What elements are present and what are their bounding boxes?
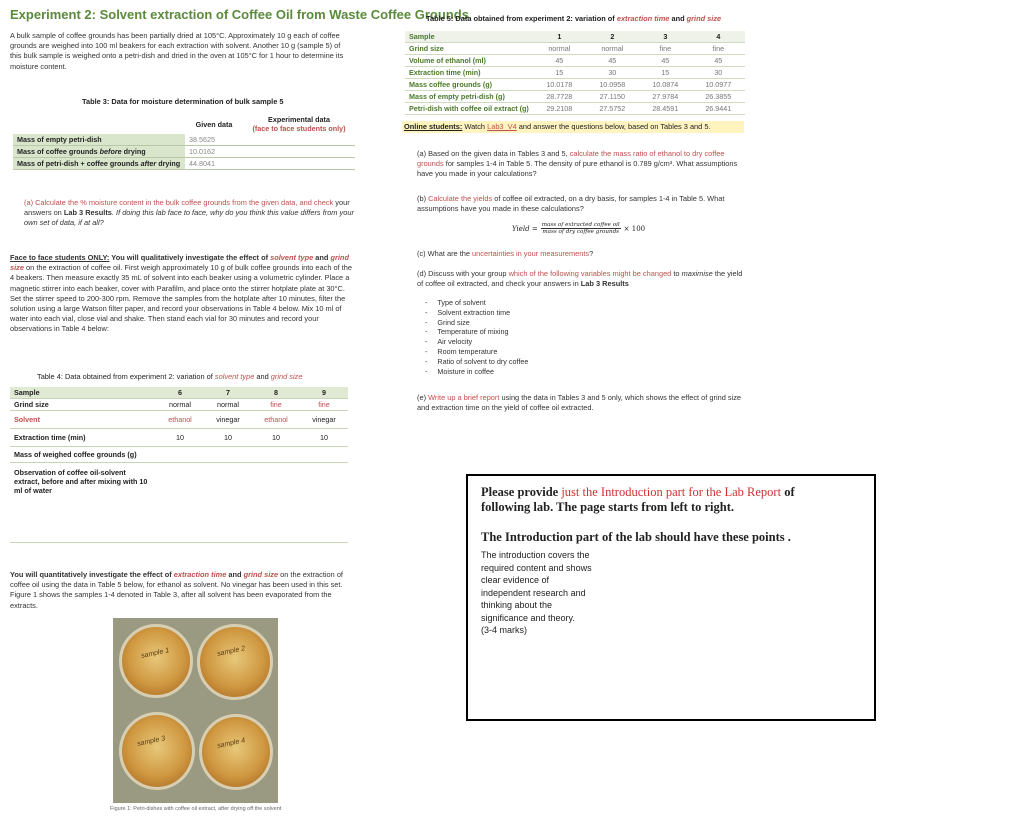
table-row <box>10 411 348 429</box>
caption-text: and <box>254 372 271 381</box>
cell-text: Mass of coffee grounds <box>17 147 100 156</box>
table4 <box>10 387 348 543</box>
table3 <box>13 114 355 170</box>
question-text: . If doing this lab face to face, why do you think this value differs <box>111 208 321 218</box>
table3-header-given: Given data <box>195 119 233 129</box>
table-row <box>405 67 745 79</box>
petri-dish-photo <box>113 618 278 803</box>
intro-paragraph: A bulk sample of coffee grounds has been partially dried at 105°C. Approximately 10 g each of coffee grounds are weighed into 100 ml beakers for each extraction with solvent. Another 10 g (sample 5) of this bulk sample is weighed onto a petri-dish and dried in the oven at 105°C for 1 hour to determine its moisture content. <box>10 31 344 71</box>
criteria-line: (3-4 marks) <box>481 625 528 635</box>
criteria-line: significance and theory. <box>481 612 575 623</box>
caption-text: solvent type <box>214 372 255 381</box>
table-cell: vinegar <box>204 411 252 429</box>
question-text: (a) Calculate the % moisture content in the bulk coffee grounds from the given data, and check <box>24 198 334 207</box>
yield-formula <box>512 222 645 235</box>
table-cell: fine <box>252 399 300 411</box>
section-text: quantitatively <box>39 570 88 579</box>
assignment-prompt-box <box>466 474 876 721</box>
table-cell: Grind size <box>10 399 156 411</box>
table-cell: 15 <box>639 67 692 79</box>
table-cell: 4 <box>692 31 745 43</box>
table-cell: 15 <box>533 67 586 79</box>
table-cell: 38.5625 <box>185 134 243 146</box>
question-text: of coffee oil extracted, on a dry basis, for samples 1-4 in Table 5. What <box>492 194 725 203</box>
table-cell <box>13 146 185 158</box>
variables-list <box>425 298 528 376</box>
sample-label: sample 3 <box>136 735 166 748</box>
question-text: maximise <box>681 269 713 278</box>
question-text: Calculate the yields <box>428 194 493 203</box>
section-text: grind size <box>243 570 279 579</box>
table-cell: Sample <box>10 387 156 399</box>
table-cell: 27.1150 <box>586 91 639 103</box>
question-text: Lab 3 Results <box>580 279 629 288</box>
table3-header-experimental: Experimental data <box>268 115 330 124</box>
table-cell: Observation of coffee oil-solvent extract, before and after mixing with 10 ml of water <box>10 463 156 543</box>
formula-multiplier: × 100 <box>623 224 646 233</box>
question-text: (c) What are the <box>417 249 473 258</box>
question-text: using the data in Tables 3 and 5 only, which shows the effect of grind <box>499 393 726 402</box>
question-text: to <box>671 269 682 278</box>
list-item: - Grind size <box>425 318 528 328</box>
table4-caption <box>37 372 302 381</box>
list-item: - Ratio of solvent to dry coffee <box>425 357 528 367</box>
table-cell <box>252 463 300 543</box>
table-cell: 1 <box>533 31 586 43</box>
table-cell <box>300 447 348 463</box>
table-cell: Extraction time (min) <box>10 429 156 447</box>
formula-numerator: mass of extracted coffee oil <box>541 222 620 228</box>
prompt-text: Please provide <box>481 485 562 499</box>
table-cell <box>243 146 355 158</box>
table-cell: 2 <box>586 31 639 43</box>
list-item: - Temperature of mixing <box>425 327 528 337</box>
table-cell: 10.0162 <box>185 146 243 158</box>
question-text: uncertainties in your measurements <box>472 249 590 258</box>
caption-text: Table 4: Data obtained from experiment 2: variation of <box>37 372 215 381</box>
question-text: size and extraction time on the yield of coffee oil extracted. <box>417 393 742 412</box>
list-item: - Type of solvent <box>425 298 528 308</box>
criteria-line: clear evidence of <box>481 575 550 585</box>
list-item: - Air velocity <box>425 337 528 347</box>
petri-dish <box>119 712 195 790</box>
table-cell: fine <box>639 43 692 55</box>
table-cell: 10.0958 <box>586 79 639 91</box>
question-text: your answers on <box>24 198 350 218</box>
sample-label: sample 2 <box>216 645 246 658</box>
question-text: grounds <box>417 159 444 168</box>
table-cell <box>204 447 252 463</box>
table-row <box>10 387 348 399</box>
caption-text: extraction time <box>616 14 670 23</box>
table-cell: 27.9784 <box>639 91 692 103</box>
section-text: on the extraction of coffee oil using the data in Table 5 below, for ethanol as solvent. No vinegar has been used in this set. Figure 1 shows the samples 1-4 denoted in Table 3, after all solvent has been evaporated from the extracts. <box>10 570 343 610</box>
question-text: (b) <box>417 194 429 203</box>
caption-text: grind size <box>270 372 303 381</box>
table-row <box>13 134 355 146</box>
table-cell: vinegar <box>300 411 348 429</box>
table-row <box>405 79 745 91</box>
criteria-line: The introduction covers the <box>481 550 590 560</box>
sample-label: sample 1 <box>140 647 170 660</box>
question-text: assumptions have you made in your calculations? <box>417 159 738 178</box>
table5-caption <box>426 14 721 23</box>
table-cell <box>204 463 252 543</box>
question-text: ? <box>589 249 594 258</box>
section-text: and <box>313 253 331 262</box>
petri-dish <box>119 624 193 698</box>
section-text: on the extraction of coffee oil. First weigh approximately 10 g of bulk coffee grounds into each of the 4 beakers. Then measure exactly 35 mL of solvent into each beaker using a volumetric cylinder. Place a magnetic stirrer into each beaker, cover with Parafilm, and place onto the stirrer hotplate plate at 30°C. Set the stirrer speed to 200-300 rpm. Remove the samples from the hotplate after 10 minutes, filter the solution using a large Watson filter paper, and record your observations in Table 4 below. Mix 10 ml of water into each vial, close vial and shake. Then stand each vial for 30 minutes and record your observations in Table 4 below: <box>10 263 352 334</box>
prompt-text: of <box>784 485 795 499</box>
section-text: extraction time <box>173 570 227 579</box>
table-cell: fine <box>692 43 745 55</box>
table-row <box>405 91 745 103</box>
table-cell: 45 <box>533 55 586 67</box>
criteria-line: required content and shows <box>481 562 592 573</box>
table-cell <box>243 158 355 170</box>
question-e <box>417 393 745 413</box>
table-cell: 6 <box>156 387 204 399</box>
table-cell: fine <box>300 399 348 411</box>
question-text: for samples 1-4 in Table 5. The density of pure ethanol is 0.789 g/cm³. What <box>443 159 694 168</box>
petri-dish <box>199 714 273 790</box>
table-cell: 26.9441 <box>692 103 745 115</box>
table-cell: 45 <box>639 55 692 67</box>
formula-lhs: Yield = <box>512 224 538 233</box>
section-text: investigate the effect of <box>87 570 174 579</box>
table-cell: normal <box>533 43 586 55</box>
table-cell: 10.0977 <box>692 79 745 91</box>
list-item: - Solvent extraction time <box>425 308 528 318</box>
table-row <box>405 31 745 43</box>
page-title: Experiment 2: Solvent extraction of Coffee Oil from Waste Coffee Grounds <box>10 7 469 22</box>
table-cell: 10 <box>252 429 300 447</box>
table-cell <box>13 158 185 170</box>
list-item: - Moisture in coffee <box>425 367 528 377</box>
formula-denominator: mass of dry coffee grounds <box>542 229 620 235</box>
question-text: which of the following variables might be changed <box>508 269 672 278</box>
section-text: You will qualitatively investigate the effect of <box>109 253 271 262</box>
table-cell: Mass of weighed coffee grounds (g) <box>10 447 156 463</box>
table-cell <box>243 134 355 146</box>
video-link[interactable]: Lab3_V4 <box>487 122 517 131</box>
table-cell: Grind size <box>405 43 533 55</box>
table-cell: Solvent <box>10 411 156 429</box>
table-cell: 45 <box>586 55 639 67</box>
table-cell <box>300 463 348 543</box>
question-b <box>417 194 743 214</box>
table-cell: 10.0874 <box>639 79 692 91</box>
question-text: (e) <box>417 393 429 402</box>
cell-text: after <box>140 159 157 168</box>
table-cell: 30 <box>586 67 639 79</box>
table-cell: 10 <box>204 429 252 447</box>
formula-fraction <box>541 222 621 235</box>
table-cell: Petri-dish with coffee oil extract (g) <box>405 103 533 115</box>
caption-text: and <box>669 14 687 23</box>
table-cell: 29.2108 <box>533 103 586 115</box>
section-text: and <box>226 570 244 579</box>
cell-text: Mass of petri-dish + coffee grounds <box>17 159 141 168</box>
table-cell: 44.8041 <box>185 158 243 170</box>
cell-text: drying <box>121 147 146 156</box>
table-cell: normal <box>204 399 252 411</box>
table-cell: 3 <box>639 31 692 43</box>
table-row <box>405 103 745 115</box>
table-cell: 45 <box>692 55 745 67</box>
table-row <box>10 447 348 463</box>
table-cell: 8 <box>252 387 300 399</box>
cell-text: before <box>99 147 122 156</box>
table-row <box>405 43 745 55</box>
caption-text: Table 5: Data obtained from experiment 2: variation of <box>426 14 617 23</box>
question-text: assumptions have you made in these calculations? <box>417 204 584 213</box>
question-moisture <box>24 198 354 229</box>
table-cell: 10 <box>300 429 348 447</box>
table-row <box>10 463 348 543</box>
figure-caption: Figure 1: Petri-dishes with coffee oil extract, after drying off the solvent <box>110 806 282 812</box>
banner-text: Watch <box>462 122 488 131</box>
sample-label: sample 4 <box>216 737 246 750</box>
table-cell: 9 <box>300 387 348 399</box>
table-cell: ethanol <box>156 411 204 429</box>
table-cell: 7 <box>204 387 252 399</box>
question-text: (d) Discuss with your group <box>417 269 509 278</box>
section-text: You will <box>10 570 40 579</box>
question-d <box>417 269 745 289</box>
question-c <box>417 249 743 259</box>
table-cell: 10.0178 <box>533 79 586 91</box>
table-cell: 30 <box>692 67 745 79</box>
section-text: grind size <box>10 253 349 273</box>
table-cell: 28.7728 <box>533 91 586 103</box>
question-text: calculate the mass ratio of ethanol to dry coffee <box>569 149 725 158</box>
prompt-criteria <box>481 549 592 635</box>
question-text: (a) Based on the given data in Tables 3 and 5, <box>417 149 570 158</box>
petri-dish <box>197 624 273 700</box>
criteria-line: independent research and <box>481 587 586 598</box>
question-a <box>417 149 743 179</box>
question-text: Lab 3 Results <box>63 208 112 218</box>
table-cell: 28.4591 <box>639 103 692 115</box>
cell-text: drying <box>156 159 181 168</box>
question-text: from your own set of data, if at all? <box>24 208 354 228</box>
table-cell: 10 <box>156 429 204 447</box>
table-cell: Sample <box>405 31 533 43</box>
prompt-text: following lab. The page starts from left to right. <box>481 500 734 514</box>
table-cell: 26.3855 <box>692 91 745 103</box>
criteria-line: thinking about the <box>481 600 553 610</box>
table-row <box>13 158 355 170</box>
caption-text: grind size <box>686 14 722 23</box>
question-text: yield of coffee oil extracted, and check your answers in <box>417 269 743 288</box>
table-row <box>10 399 348 411</box>
online-students-banner <box>402 121 744 133</box>
quantitative-instructions <box>10 570 353 611</box>
table5 <box>405 31 745 115</box>
table-row <box>13 146 355 158</box>
table3-header-experimental-note: (face to face students only) <box>252 124 346 133</box>
table-cell: Volume of ethanol (ml) <box>405 55 533 67</box>
face-to-face-instructions <box>10 253 353 335</box>
prompt-subheading: The Introduction part of the lab should have these points . <box>481 530 791 544</box>
table-cell: Mass of empty petri-dish (g) <box>405 91 533 103</box>
table-cell: normal <box>586 43 639 55</box>
section-heading: Face to face students ONLY: <box>10 253 110 262</box>
table-cell <box>252 447 300 463</box>
table-cell <box>156 447 204 463</box>
table-cell: normal <box>156 399 204 411</box>
table3-caption: Table 3: Data for moisture determination of bulk sample 5 <box>82 97 284 106</box>
table-cell: Mass of empty petri-dish <box>13 134 185 146</box>
table-cell <box>156 463 204 543</box>
table-cell: ethanol <box>252 411 300 429</box>
question-text: Write up a brief report <box>428 393 500 402</box>
table-cell: 27.5752 <box>586 103 639 115</box>
question-text: the <box>712 269 726 278</box>
list-item: - Room temperature <box>425 347 528 357</box>
table-cell: Mass coffee grounds (g) <box>405 79 533 91</box>
table-row <box>405 55 745 67</box>
banner-heading: Online students: <box>404 122 463 131</box>
prompt-text: just the Introduction part for the Lab Report <box>561 485 782 499</box>
section-text: solvent type <box>270 253 314 262</box>
table-row <box>10 429 348 447</box>
table-cell: Extraction time (min) <box>405 67 533 79</box>
banner-text: and answer the questions below, based on Tables 3 and 5. <box>516 122 711 131</box>
prompt-heading <box>481 485 821 515</box>
